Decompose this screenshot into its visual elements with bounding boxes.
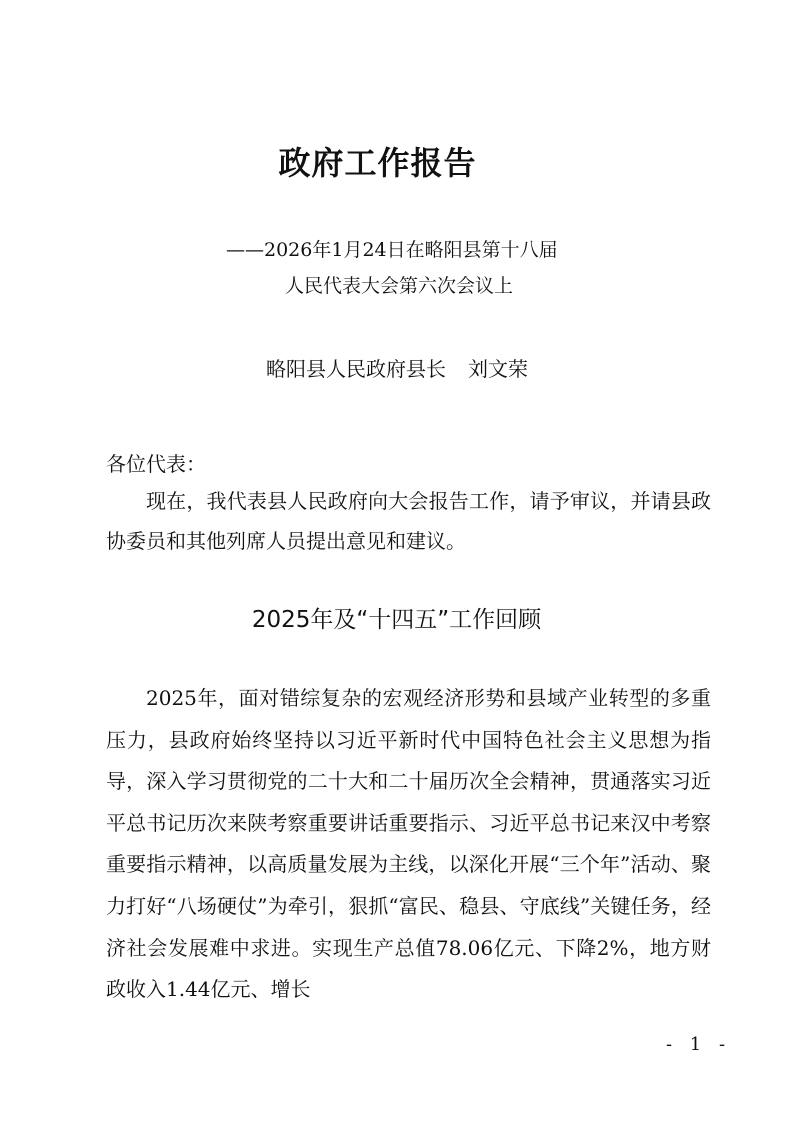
- section-heading: 2025年及“十四五”工作回顾: [251, 607, 542, 633]
- subtitle-line-1: ——2026年1月24日在略阳县第十八届: [226, 239, 558, 261]
- author-name: 刘文荣: [468, 357, 528, 381]
- greeting: 各位代表：: [106, 452, 206, 476]
- author-line: [266, 352, 528, 386]
- document-title: 政府工作报告: [278, 144, 477, 182]
- review-paragraph: 2025年，面对错综复杂的宏观经济形势和县域产业转型的多重压力，县政府始终坚持以习近平新时代中国特色社会主义思想为指导，深入学习贯彻党的二十大和二十届历次全会精神，贯通落实习近平总书记历次来陕考察重要讲话重要指示、习近平总书记来汉中考察重要指示精神，以高质量发展为主线，以深化开展“三个年”活动、聚力打好“八场硬仗”为牵引，狠抓“富民、稳县、守底线”关键任务，经济社会发展难中求进。实现生产总值78.06亿元、下降2%，地方财政收入1.44亿元、增长: [106, 686, 711, 1002]
- intro-paragraph: 现在，我代表县人民政府向大会报告工作，请予审议，并请县政协委员和其他列席人员提出意见和建议。: [106, 489, 711, 553]
- page-number: - 1 -: [666, 1034, 732, 1055]
- subtitle-line-2: 人民代表大会第六次会议上: [285, 275, 514, 297]
- author-organization: 略阳县人民政府县长: [266, 357, 446, 381]
